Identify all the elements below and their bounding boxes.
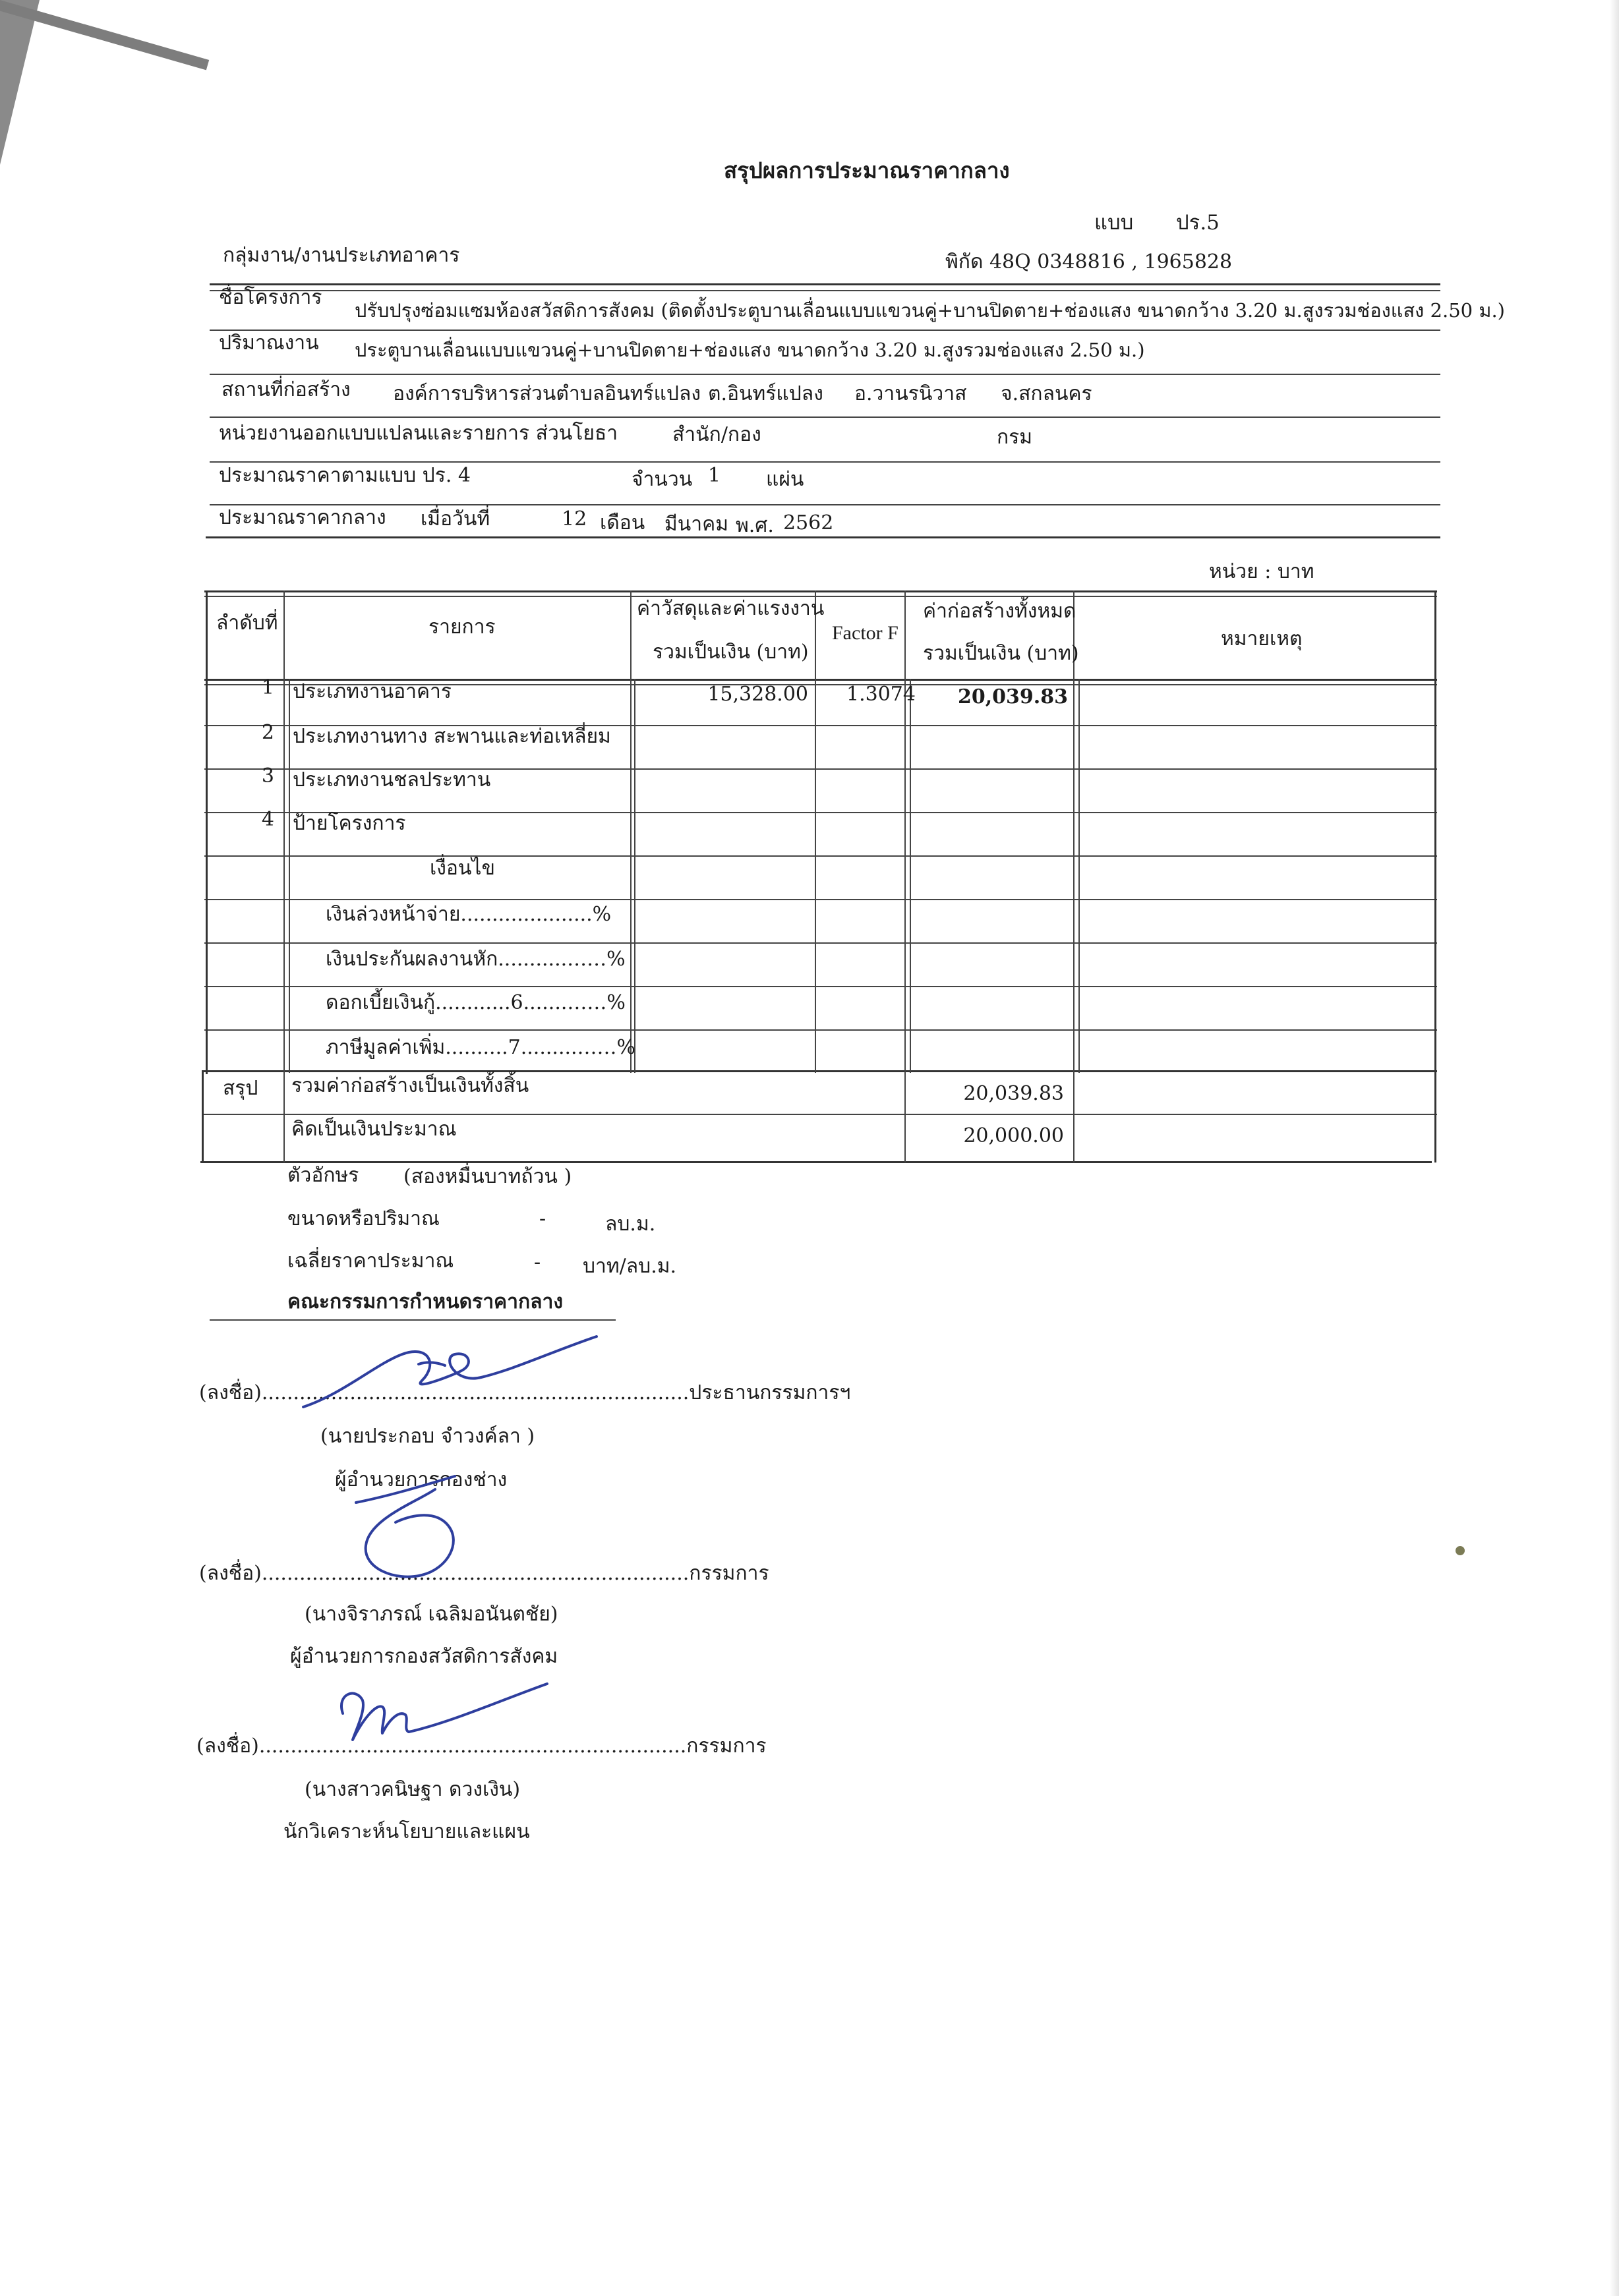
condition-interest: ดอกเบี้ยเงินกู้............6.......……% (326, 991, 626, 1014)
quantity-label: ปริมาณงาน (219, 331, 319, 355)
row-2-no: 2 (261, 721, 274, 744)
table-top-border (204, 590, 1437, 592)
form-code: ปร.5 (1176, 211, 1220, 235)
info-line-1 (210, 330, 1440, 331)
row-3-item: ประเภทงานชลประทาน (293, 768, 491, 791)
col-line-total (1073, 590, 1074, 1162)
header-total-line1: ค่าก่อสร้างทั้งหมด (923, 600, 1076, 623)
design-dept: กรม (997, 426, 1033, 449)
group-label: กลุ่มงาน/งานประเภทอาคาร (223, 244, 460, 267)
row-1-item: ประเภทงานอาคาร (293, 680, 452, 703)
signer-name-3: (นางสาวคนิษฐา ดวงเงิน) (305, 1778, 521, 1801)
avg-unit: บาท/ลบ.ม. (583, 1255, 677, 1278)
summary-label: สรุป (223, 1077, 258, 1100)
row-line-4 (204, 855, 1437, 857)
summary-total-value: 20,039.83 (963, 1082, 1064, 1105)
row-1-cost: 15,328.00 (707, 683, 808, 706)
col-line-factor (904, 590, 906, 1162)
letters-label: ตัวอักษร (287, 1164, 359, 1187)
estimate-unit: แผ่น (766, 468, 804, 491)
signature-1 (290, 1325, 606, 1417)
date-label: เมื่อวันที่ (421, 507, 490, 531)
row-1-factor: 1.3074 (846, 683, 916, 706)
scan-speck (1456, 1546, 1465, 1555)
col-line-no (283, 590, 285, 1162)
col-line-item-2 (289, 679, 290, 1073)
site-org: องค์การบริหารส่วนตำบลอินทร์แปลง (393, 382, 701, 405)
conditions-title: เงื่อนไข (430, 857, 496, 880)
date-year-label: พ.ศ. (736, 514, 774, 537)
scan-corner-shadow (0, 0, 40, 165)
page-title: สรุปผลการประมาณราคากลาง (724, 158, 1010, 183)
date-year: 2562 (783, 511, 834, 534)
info-top-border-2 (210, 290, 1440, 291)
signature-3 (316, 1667, 554, 1760)
estimate-count-label: จำนวน (632, 468, 693, 491)
row-1-no: 1 (261, 676, 274, 699)
estimate-label: ประมาณราคาตามแบบ ปร. 4 (219, 464, 471, 487)
condition-advance: เงินล่วงหน้าจ่าย.....................% (326, 903, 612, 926)
info-line-2 (210, 374, 1440, 375)
avg-value: - (534, 1251, 541, 1274)
design-office: สำนัก/กอง (672, 423, 761, 446)
summary-round-value: 20,000.00 (963, 1124, 1064, 1147)
header-cost-line2: รวมเป็นเงิน (บาท) (653, 641, 809, 664)
site-province: จ.สกลนคร (1001, 382, 1092, 405)
committee-divider (210, 1319, 616, 1321)
project-value: ปรับปรุงซ่อมแซมห้องสวัสดิการสังคม (ติดตั้งประตูบานเลื่อนแบบแขวนคู่+บานปิดตาย+ช่องแสง ขนาดกว้าง 3.20 ม.สูงรวมช่องแสง 2.50 ม.) (355, 299, 1505, 322)
col-line-factor-b (910, 679, 911, 1073)
quantity-value: ประตูบานเลื่อนแบบแขวนคู่+บานปิดตาย+ช่องแสง ขนาดกว้าง 3.20 ม.สูงรวมช่องแสง 2.50 ม.) (355, 339, 1145, 361)
median-label: ประมาณราคากลาง (219, 506, 386, 529)
date-month: มีนาคม (664, 513, 728, 536)
signature-line-3: (ลงชื่อ)....................................................................กรรมการ (196, 1735, 767, 1758)
table-bottom-border (200, 1161, 1432, 1163)
row-3-no: 3 (261, 764, 274, 788)
date-day: 12 (562, 507, 587, 531)
size-unit: ลบ.ม. (605, 1213, 656, 1236)
header-item: รายการ (428, 616, 496, 639)
estimate-count: 1 (708, 464, 721, 487)
summary-round-label: คิดเป็นเงินประมาณ (291, 1118, 457, 1141)
header-remark: หมายเหตุ (1221, 627, 1303, 650)
unit-note: หน่วย : บาท (1209, 560, 1314, 583)
row-1-total: 20,039.83 (957, 685, 1068, 708)
signer-name-1: (นายประกอบ จำวงค์ลา ) (320, 1425, 535, 1448)
form-label: แบบ (1094, 211, 1134, 235)
col-line-cost (815, 590, 816, 1073)
info-top-border (210, 283, 1440, 285)
coordinates: พิกัด 48Q 0348816 , 1965828 (945, 250, 1233, 273)
col-line-item (630, 590, 632, 1073)
row-4-no: 4 (261, 808, 274, 831)
header-factor: Factor F (832, 622, 898, 644)
table-left-border-summary (202, 1070, 204, 1162)
signer-position-1: ผู้อำนวยการกองช่าง (335, 1468, 508, 1491)
letters-value: (สองหมื่นบาทถ้วน ) (403, 1165, 572, 1188)
header-no: ลำดับที่ (216, 612, 278, 635)
size-value: - (539, 1207, 546, 1230)
site-label: สถานที่ก่อสร้าง (221, 378, 351, 401)
date-month-label: เดือน (600, 511, 645, 534)
signature-2 (343, 1470, 501, 1588)
signature-line-2: (ลงชื่อ)....................................................................กรรมการ (199, 1562, 769, 1585)
site-amphoe: อ.วานรนิวาส (854, 382, 967, 405)
col-line-total-b (1078, 679, 1080, 1073)
table-left-border (206, 590, 208, 1074)
condition-vat: ภาษีมูลค่าเพิ่ม..........7.........……% (326, 1036, 636, 1059)
scan-right-edge (1610, 0, 1619, 2296)
row-line-8 (204, 1029, 1437, 1031)
design-label: หน่วยงานออกแบบแปลนและรายการ ส่วนโยธา (219, 422, 618, 445)
info-bottom-border (206, 536, 1440, 538)
avg-label: เฉลี่ยราคาประมาณ (287, 1249, 454, 1273)
site-tambon: ต.อินทร์แปลง (708, 382, 823, 405)
table-right-border (1434, 590, 1436, 1162)
header-total-line2: รวมเป็นเงิน (บาท) (923, 642, 1079, 665)
committee-title: คณะกรรมการกำหนดราคากลาง (287, 1290, 563, 1313)
summary-total-label: รวมค่าก่อสร้างเป็นเงินทั้งสิ้น (291, 1074, 529, 1097)
row-4-item: ป้ายโครงการ (293, 812, 406, 835)
signer-name-2: (นางจิราภรณ์ เฉลิมอนันตชัย) (305, 1603, 558, 1626)
signer-position-3: นักวิเคราะห์นโยบายและแผน (283, 1820, 530, 1843)
signature-line-1: (ลงชื่อ)....................................................................ประธานกรรมการฯ (199, 1381, 851, 1404)
project-label: ชื่อโครงการ (219, 286, 322, 309)
row-2-item: ประเภทงานทาง สะพานและท่อเหลี่ยม (293, 725, 611, 748)
col-line-item-b (634, 679, 635, 1073)
size-label: ขนาดหรือปริมาณ (287, 1207, 440, 1230)
info-line-5 (210, 504, 1440, 505)
header-cost-line1: ค่าวัสดุและค่าแรงงาน (637, 597, 825, 620)
condition-guarantee: เงินประกันผลงานหัก...........……% (326, 948, 626, 971)
signer-position-2: ผู้อำนวยการกองสวัสดิการสังคม (290, 1645, 558, 1668)
